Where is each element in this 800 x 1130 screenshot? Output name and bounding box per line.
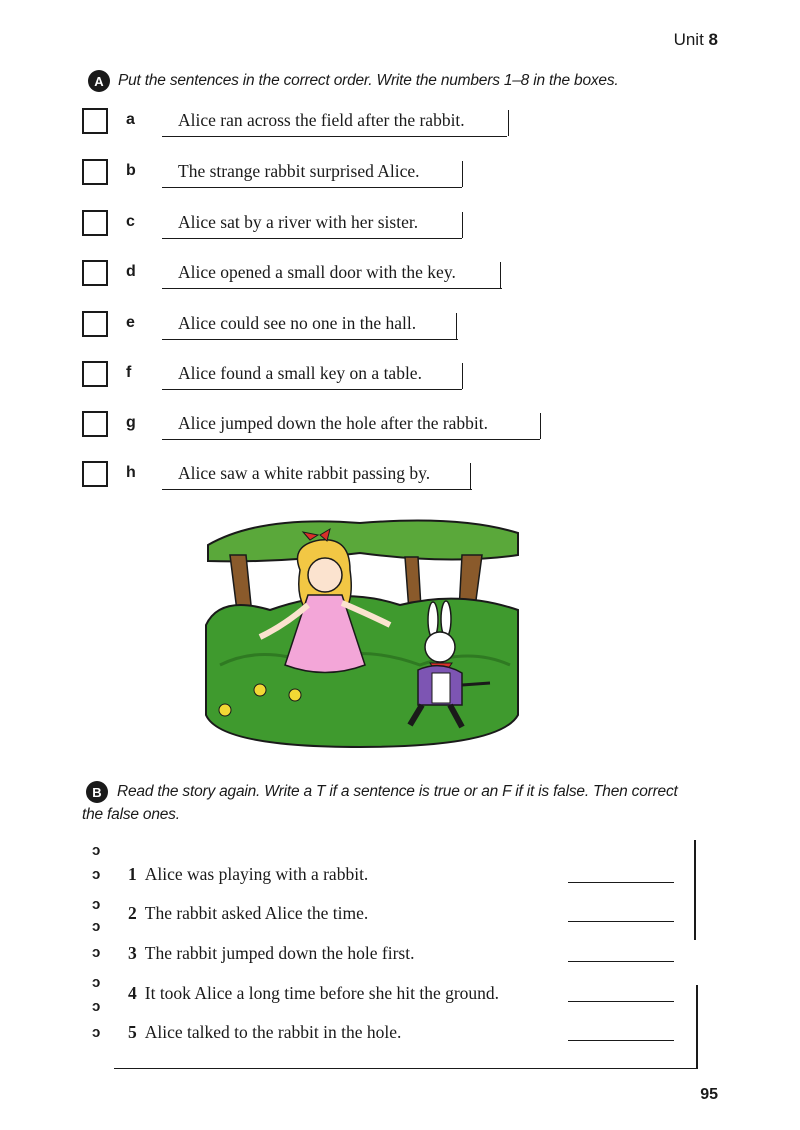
- unit-number: 8: [708, 30, 718, 49]
- underline: [162, 489, 472, 490]
- tf-item-5: [128, 1022, 401, 1043]
- item-number: 2: [128, 903, 137, 923]
- binding-mark: ↄ: [92, 1024, 101, 1041]
- section-b-instruction-line1: Read the story again. Write a T if a sentence is true or an F if it is false. Then correct: [117, 783, 678, 800]
- answer-box[interactable]: [82, 260, 108, 286]
- margin-mark-bottom: [696, 985, 698, 1069]
- binding-mark: ↄ: [92, 918, 101, 935]
- underline: [162, 389, 462, 390]
- answer-line-5[interactable]: [568, 1040, 674, 1041]
- margin-mark-top: [694, 840, 696, 940]
- tf-item-3: [128, 943, 414, 964]
- binding-mark: ↄ: [92, 974, 101, 991]
- underline: [162, 187, 462, 188]
- answer-box[interactable]: [82, 311, 108, 337]
- item-sentence: The rabbit jumped down the hole first.: [144, 943, 415, 963]
- item-sentence: Alice was playing with a rabbit.: [144, 864, 369, 884]
- tf-item-1: [128, 864, 368, 885]
- item-number: 4: [128, 983, 137, 1003]
- item-sentence: Alice jumped down the hole after the rabbit.: [178, 413, 489, 433]
- answer-line-1[interactable]: [568, 882, 674, 883]
- bracket-mark: [500, 262, 501, 288]
- answer-box[interactable]: [82, 361, 108, 387]
- section-b-instruction-line2: the false ones.: [82, 806, 180, 823]
- bracket-mark: [462, 212, 463, 238]
- answer-box[interactable]: [82, 461, 108, 487]
- item-sentence: Alice saw a white rabbit passing by.: [178, 463, 431, 483]
- alice-face: [308, 558, 342, 592]
- item-number: 3: [128, 943, 137, 963]
- section-a-instruction: Put the sentences in the correct order. Write the numbers 1–8 in the boxes.: [118, 72, 619, 89]
- tf-item-4: [128, 983, 499, 1004]
- binding-mark: ↄ: [92, 866, 101, 883]
- item-letter: h: [126, 464, 136, 481]
- item-letter: e: [126, 314, 135, 331]
- underline: [162, 136, 507, 137]
- item-letter: d: [126, 263, 136, 280]
- answer-box[interactable]: [82, 411, 108, 437]
- bracket-mark: [470, 463, 471, 489]
- item-sentence: It took Alice a long time before she hit the ground.: [144, 983, 500, 1003]
- underline: [162, 339, 458, 340]
- binding-mark: ↄ: [92, 998, 101, 1015]
- answer-box[interactable]: [82, 210, 108, 236]
- answer-box[interactable]: [82, 159, 108, 185]
- binding-mark: ↄ: [92, 944, 101, 961]
- correction-line[interactable]: [114, 1068, 698, 1069]
- binding-mark: ↄ: [92, 842, 101, 859]
- answer-line-2[interactable]: [568, 921, 674, 922]
- answer-line-4[interactable]: [568, 1001, 674, 1002]
- bracket-mark: [462, 161, 463, 187]
- bracket-mark: [508, 110, 509, 136]
- section-b-badge: B: [86, 781, 108, 803]
- bracket-mark: [540, 413, 541, 439]
- section-a-badge: A: [88, 70, 110, 92]
- tf-item-2: [128, 903, 368, 924]
- item-number: 5: [128, 1022, 137, 1042]
- item-sentence: Alice sat by a river with her sister.: [178, 212, 419, 232]
- item-letter: c: [126, 213, 135, 230]
- underline: [162, 288, 502, 289]
- unit-label: [674, 30, 718, 50]
- underline: [162, 439, 540, 440]
- item-sentence: The rabbit asked Alice the time.: [144, 903, 369, 923]
- bracket-mark: [456, 313, 457, 339]
- bracket-mark: [462, 363, 463, 389]
- rabbit-head: [425, 632, 455, 662]
- item-sentence: Alice could see no one in the hall.: [178, 313, 417, 333]
- underline: [162, 238, 462, 239]
- alice-rabbit-illustration: [200, 515, 525, 750]
- item-sentence: Alice opened a small door with the key.: [178, 262, 456, 282]
- bushes: [206, 596, 518, 747]
- item-letter: a: [126, 111, 135, 128]
- item-sentence: Alice talked to the rabbit in the hole.: [144, 1022, 402, 1042]
- item-sentence: Alice found a small key on a table.: [178, 363, 422, 383]
- item-letter: g: [126, 414, 136, 431]
- item-sentence: Alice ran across the field after the rabbit.: [178, 110, 465, 130]
- item-letter: f: [126, 364, 132, 381]
- page-number: 95: [700, 1086, 718, 1103]
- answer-box[interactable]: [82, 108, 108, 134]
- item-sentence: The strange rabbit surprised Alice.: [178, 161, 420, 181]
- unit-prefix: Unit: [673, 30, 704, 49]
- binding-mark: ↄ: [92, 896, 101, 913]
- item-number: 1: [128, 864, 137, 884]
- answer-line-3[interactable]: [568, 961, 674, 962]
- item-letter: b: [126, 162, 136, 179]
